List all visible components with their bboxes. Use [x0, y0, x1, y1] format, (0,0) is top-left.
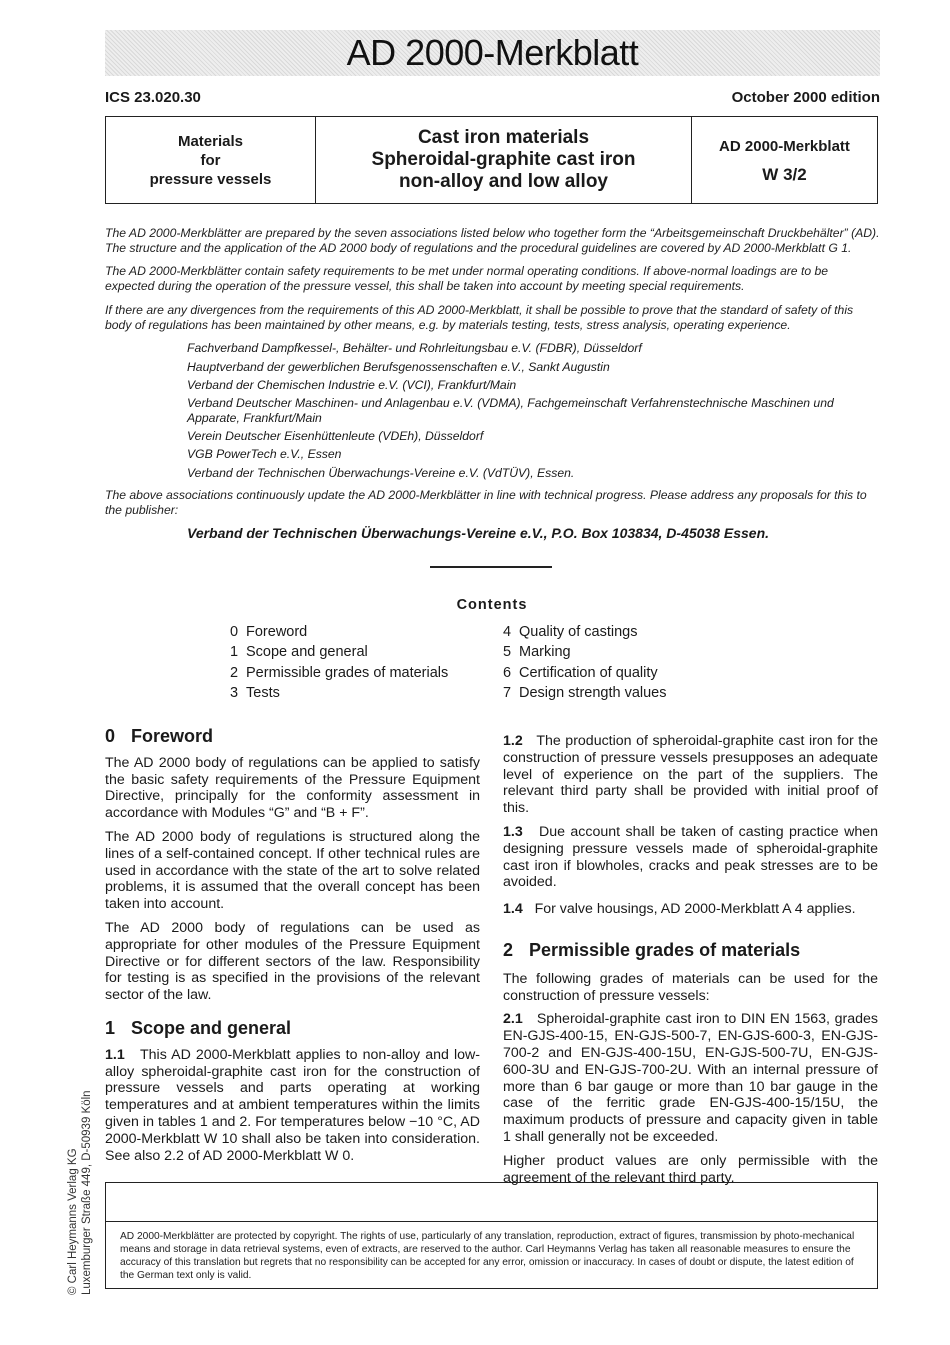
publisher-address: Verband der Technischen Überwachungs-Vereine e.V., P.O. Box 103834, D-45038 Essen. — [187, 525, 770, 541]
paragraph: The AD 2000 body of regulations can be used as appropriate for other modules of the Pressure Equipment Directive or for different sectors of the law. Responsibility for testing is as specified in the provisions of the relevant sector of the law. — [105, 919, 480, 1004]
header-category-line: pressure vessels — [149, 170, 272, 188]
toc-label: Marking — [519, 644, 571, 661]
intro-paragraph: The AD 2000-Merkblätter contain safety requirements to be met under normal operating conditions. If above-normal loadings are to be expected during the operation of the pressure vessel, this shall be taken into account by meeting special requirements. — [105, 264, 829, 293]
toc-num: 4 — [503, 624, 512, 640]
edition-date: October 2000 edition — [731, 89, 880, 106]
clause-text: The production of spheroidal-graphite cast iron for the construction of pressure vessels presupposes an adequate level of experience on the part of the suppliers. The relevant third party shall be provided with initial proof of this. — [503, 733, 878, 817]
toc-item — [503, 683, 667, 703]
association-item: Verein Deutscher Eisenhüttenleute (VDEh), Düsseldorf — [187, 429, 484, 443]
paragraph — [503, 901, 878, 918]
header-category — [106, 117, 316, 203]
association-item: Verband der Technischen Überwachungs-Vereine e.V. (VdTÜV), Essen. — [187, 466, 575, 480]
clause-text: For valve housings, AD 2000-Merkblatt A 4 applies. — [534, 901, 856, 918]
toc-num: 2 — [230, 664, 239, 681]
toc-item — [503, 642, 667, 662]
clause-text: Due account shall be taken of casting practice when designing pressure vessels made of spheroidal-graphite cast iron if blowholes, cracks and peak stresses are to be avoided. — [503, 823, 879, 891]
imprint-line: © Carl Heymanns Verlag KG — [67, 1148, 79, 1295]
document-title: AD 2000-Merkblatt — [346, 32, 639, 73]
publisher-imprint — [66, 1090, 94, 1295]
toc-right — [503, 622, 667, 703]
contents-title: Contents — [456, 597, 528, 613]
paragraph — [503, 733, 878, 817]
toc-num: 1 — [230, 644, 239, 661]
paragraph — [503, 824, 878, 891]
paragraph: Higher product values are only permissible with the agreement of the relevant third party. — [503, 1152, 878, 1186]
association-item: Verband der Chemischen Industrie e.V. (VCI), Frankfurt/Main — [187, 378, 517, 392]
section-title: Scope and general — [131, 1017, 292, 1038]
ics-code: ICS 23.020.30 — [105, 89, 201, 106]
toc-item — [230, 642, 448, 662]
toc-label: Design strength values — [519, 684, 667, 701]
section-number: 2 — [503, 939, 514, 960]
header-category-line: Materials — [177, 132, 244, 150]
imprint-line: Luxemburger Straße 449, D-50939 Köln — [81, 1090, 93, 1295]
toc-num: 3 — [230, 684, 239, 701]
toc-num: 6 — [503, 664, 512, 681]
toc-label: Scope and general — [246, 644, 368, 661]
clause-number: 1.1 — [105, 1046, 125, 1063]
right-column — [503, 733, 878, 1193]
toc-item — [230, 622, 448, 642]
toc-num: 0 — [230, 624, 239, 640]
header-category-line: for — [200, 151, 221, 169]
section-heading — [105, 1017, 480, 1038]
toc-item — [230, 683, 448, 703]
paragraph — [503, 1011, 878, 1145]
toc-label: Permissible grades of materials — [246, 664, 449, 681]
section-title: Foreword — [131, 726, 214, 746]
intro-paragraph: The AD 2000-Merkblätter are prepared by the seven associations listed below who together form the “Arbeitsgemeinschaft Druckbehälter” (AD). The structure and the application of the AD 2000 body of regulations and the procedural guidelines are covered by AD 2000-Merkblatt G 1. — [105, 226, 880, 255]
paragraph: The AD 2000 body of regulations is structured along the lines of a self-contained concept. If other technical rules are used in accordance with the state of the art to solve related problems, it is assumed that the overall concept has been taken into account. — [105, 828, 480, 913]
clause-number: 1.4 — [503, 901, 523, 918]
header-subject-line: non-alloy and low alloy — [398, 171, 609, 192]
intro-paragraph: If there are any divergences from the requirements of this AD 2000-Merkblatt, it shall be possible to prove that the standard of safety of this body of regulations has been maintained by other means, e.g. by materials testing, tests, stress analysis, operating experience. — [105, 303, 854, 332]
paragraph — [105, 1047, 480, 1165]
header-code — [692, 117, 877, 203]
header-subject-line: Cast iron materials — [417, 127, 590, 148]
toc-label: Quality of castings — [519, 624, 638, 640]
association-item: Verband Deutscher Maschinen- und Anlagenbau e.V. (VDMA), Fachgemeinschaft Verfahrenstechnische Maschinen und Apparate, Frankfurt/Main — [187, 396, 834, 425]
copyright-notice: AD 2000-Merkblätter are protected by copyright. The rights of use, particularly of any translation, reproduction, extract of figures, transmission by photo-mechanical means and storage in data retrieval systems, even of extracts, are reserved to the author. Carl Heymanns Verlag has taken all reasonable measures to ensure the accuracy of this translation but regrets that no responsibility can be accepted for any error, omission or inaccuracy. In cases of doubt or dispute, the latest edition of the German text only is valid. — [106, 1221, 877, 1282]
clause-text: Spheroidal-graphite cast iron to DIN EN 1563, grades EN-GJS-400-15, EN-GJS-500-7, EN-GJS-600-3, EN-GJS-700-2 and EN-GJS-400-15U, EN-GJS-500-7U, EN-GJS-600-3U and EN-GJS-700-2U. With an internal pressure of more than 6 bar gauge or more than 10 bar gauge in the case of the ferritic grade EN-GJS-400-15/15U, the maximum products of pressure and capacity given in table 1 shall generally not be exceeded. — [503, 1011, 878, 1145]
section-number: 0 — [105, 726, 116, 746]
clause-number: 1.2 — [503, 733, 523, 749]
divider — [430, 566, 552, 568]
toc-num: 5 — [503, 644, 512, 661]
header-subject — [316, 117, 692, 203]
clause-text: This AD 2000-Merkblatt applies to non-alloy and low-alloy spheroidal-graphite cast iron for the construction of pressure vessels and parts operating at working temperatures and at ambient temperatures within the limits given in tables 1 and 2. For temperatures below −10 °C, AD 2000-Merkblatt W 10 shall also be taken into consideration. See also 2.2 of AD 2000-Merkblatt W 0. — [105, 1046, 481, 1164]
clause-number: 1.3 — [503, 823, 523, 840]
title-banner — [105, 30, 880, 76]
association-item: Hauptverband der gewerblichen Berufsgenossenschaften e.V., Sankt Augustin — [187, 360, 610, 374]
section-title: Permissible grades of materials — [529, 939, 801, 960]
toc-left — [230, 622, 448, 703]
association-item: VGB PowerTech e.V., Essen — [187, 447, 342, 461]
header-table — [105, 116, 878, 204]
toc-item — [503, 622, 667, 642]
toc-item — [230, 663, 448, 683]
left-column — [105, 728, 480, 1171]
association-item: Fachverband Dampfkessel-, Behälter- und Rohrleitungsbau e.V. (FDBR), Düsseldorf — [187, 341, 642, 355]
header-code-label: AD 2000-Merkblatt — [719, 137, 850, 155]
header-subject-line: Spheroidal-graphite cast iron — [371, 149, 636, 170]
toc-item — [503, 663, 667, 683]
clause-number: 2.1 — [503, 1011, 523, 1028]
copyright-box — [105, 1182, 878, 1289]
section-number: 1 — [105, 1017, 116, 1038]
section-heading — [105, 728, 480, 745]
toc-label: Certification of quality — [519, 664, 658, 681]
toc-label: Foreword — [246, 624, 308, 640]
paragraph: The following grades of materials can be used for the construction of pressure vessels: — [503, 970, 878, 1004]
toc-label: Tests — [246, 684, 280, 701]
update-note: The above associations continuously update the AD 2000-Merkblätter in line with technical progress. Please address any proposals for this to the publisher: — [105, 488, 867, 517]
paragraph: The AD 2000 body of regulations can be applied to satisfy the basic safety requirements of the Pressure Equipment Directive, principally for the conformity assessment in accordance with Modules “G” and “B + F”. — [105, 754, 480, 822]
header-code-number: W 3/2 — [762, 164, 807, 184]
toc-num: 7 — [503, 684, 512, 701]
section-heading — [503, 939, 878, 960]
